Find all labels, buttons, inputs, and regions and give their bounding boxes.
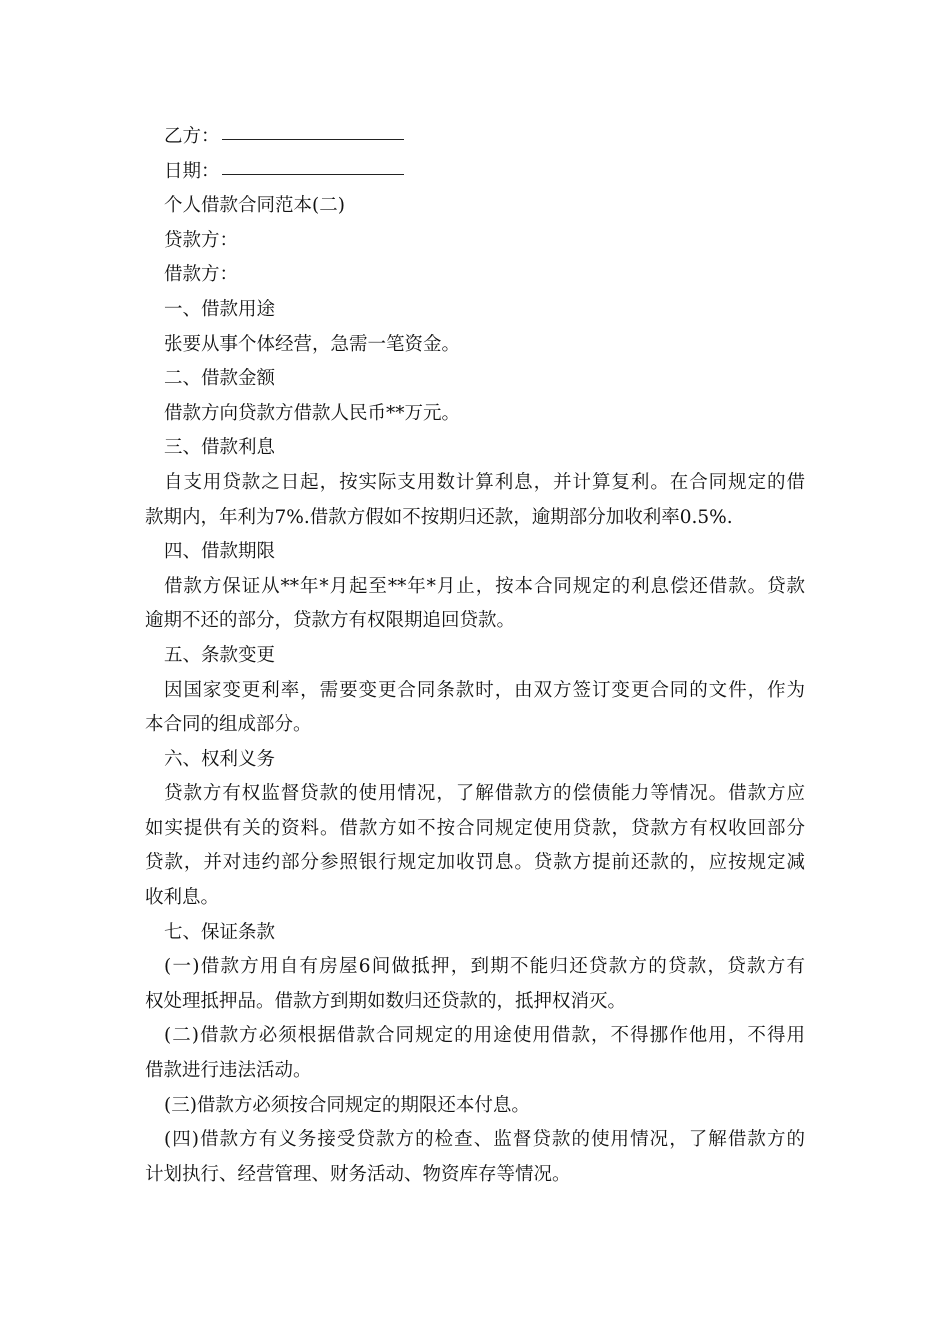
document-body xyxy=(145,120,805,1192)
date-blank xyxy=(222,158,404,175)
paragraph-line: 因国家变更利率，需要变更合同条款时，由双方签订变更合同的文件，作为 xyxy=(164,679,805,701)
party-b-signature-line xyxy=(145,120,805,155)
section-heading-change: 五、条款变更 xyxy=(164,644,276,666)
paragraph-line: (四)借款方有义务接受贷款方的检查、监督贷款的使用情况，了解借款方的 xyxy=(164,1129,805,1151)
guarantee-item-4 xyxy=(145,1123,805,1192)
paragraph-line: 逾期不还的部分，贷款方有权限期追回贷款。 xyxy=(145,610,516,632)
party-b-blank xyxy=(222,123,404,140)
paragraph-line: 计划执行、经营管理、财务活动、物资库存等情况。 xyxy=(145,1163,571,1185)
paragraph-line: 权处理抵押品。借款方到期如数归还贷款的，抵押权消灭。 xyxy=(145,990,627,1012)
section-heading-rights: 六、权利义务 xyxy=(164,748,276,770)
section-body-rights xyxy=(145,777,805,915)
paragraph-line: 自支用贷款之日起，按实际支用数计算利息，并计算复利。在合同规定的借 xyxy=(164,471,805,493)
paragraph-line: 收利息。 xyxy=(145,887,220,909)
section-body-amount: 借款方向贷款方借款人民币**万元。 xyxy=(164,402,461,424)
section-heading-interest: 三、借款利息 xyxy=(164,437,276,459)
section-body-interest xyxy=(145,466,805,535)
guarantee-item-3: (三)借款方必须按合同规定的期限还本付息。 xyxy=(164,1094,530,1116)
section-heading-term: 四、借款期限 xyxy=(164,541,276,563)
paragraph-line: (二)借款方必须根据借款合同规定的用途使用借款，不得挪作他用，不得用 xyxy=(164,1025,805,1047)
section-heading-guarantee: 七、保证条款 xyxy=(164,921,276,943)
lender-label: 贷款方： xyxy=(164,229,239,251)
section-body-term xyxy=(145,570,805,639)
guarantee-item-1 xyxy=(145,950,805,1019)
paragraph-line: 如实提供有关的资料。借款方如不按合同规定使用贷款，贷款方有权收回部分 xyxy=(145,817,805,839)
document-title: 个人借款合同范本(二) xyxy=(164,195,345,217)
date-signature-line xyxy=(145,155,805,190)
paragraph-line: 借款方保证从**年*月起至**年*月止，按本合同规定的利息偿还借款。贷款 xyxy=(164,575,805,597)
paragraph-line: 贷款，并对违约部分参照银行规定加收罚息。贷款方提前还款的，应按规定减 xyxy=(145,852,805,874)
paragraph-line: 款期内，年利为7%.借款方假如不按期归还款，逾期部分加收利率0.5%. xyxy=(145,506,733,528)
section-body-purpose: 张要从事个体经营，急需一笔资金。 xyxy=(164,333,461,355)
section-body-change xyxy=(145,674,805,743)
guarantee-item-2 xyxy=(145,1019,805,1088)
paragraph-line: 贷款方有权监督贷款的使用情况，了解借款方的偿债能力等情况。借款方应 xyxy=(164,783,805,805)
paragraph-line: 借款进行违法活动。 xyxy=(145,1060,312,1082)
paragraph-line: (一)借款方用自有房屋6间做抵押，到期不能归还贷款方的贷款，贷款方有 xyxy=(164,956,805,978)
date-label: 日期： xyxy=(164,160,220,182)
section-heading-amount: 二、借款金额 xyxy=(164,368,276,390)
party-b-label: 乙方： xyxy=(164,126,220,147)
borrower-label: 借款方： xyxy=(164,264,239,286)
paragraph-line: 本合同的组成部分。 xyxy=(145,714,312,736)
section-heading-purpose: 一、借款用途 xyxy=(164,298,276,320)
